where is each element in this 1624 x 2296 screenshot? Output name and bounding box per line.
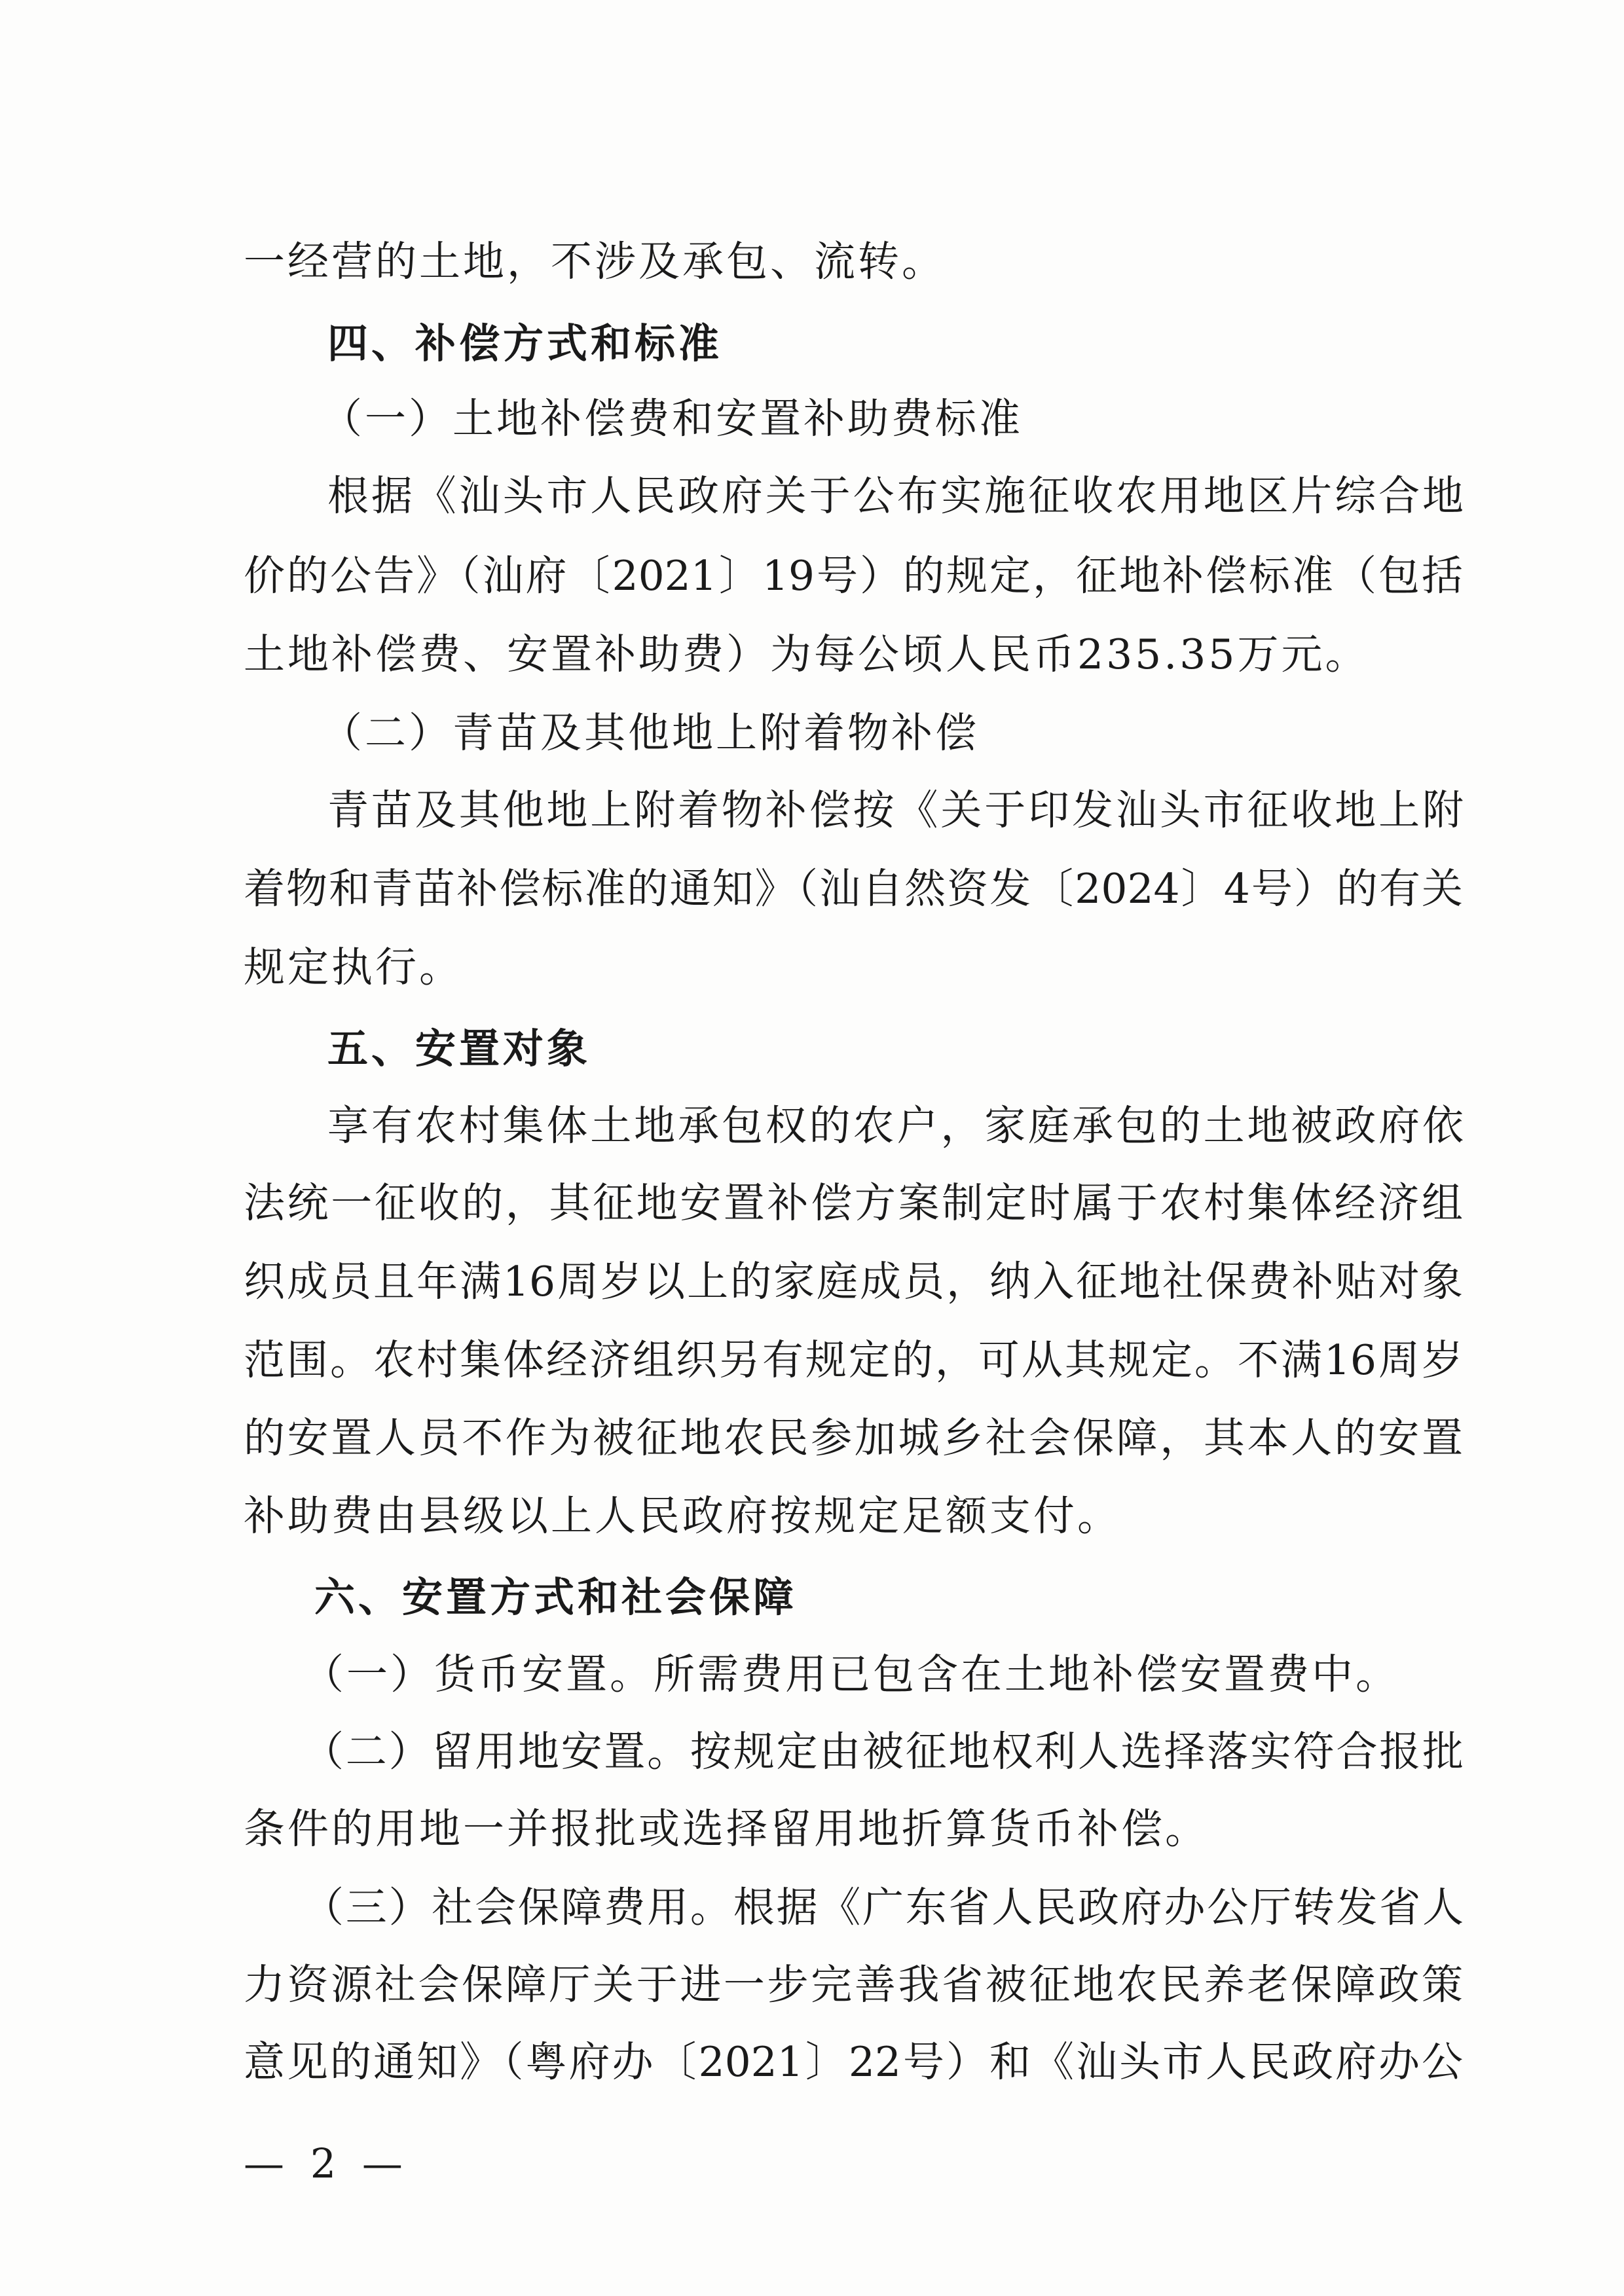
paragraph-line: 范围。农村集体经济组织另有规定的，可从其规定。不满16周岁 xyxy=(244,1336,1463,1384)
paragraph-line: 根据《汕头市人民政府关于公布实施征收农用地区片综合地 xyxy=(327,472,1464,520)
paragraph-line: （三）社会保障费用。根据《广东省人民政府办公厅转发省人 xyxy=(303,1884,1464,1931)
section-heading-resettlement-targets: 五、安置对象 xyxy=(327,1025,591,1072)
paragraph-line: 青苗及其他地上附着物补偿按《关于印发汕头市征收地上附 xyxy=(327,786,1464,834)
subheading-land-compensation: （一）土地补偿费和安置补助费标准 xyxy=(321,395,1023,443)
paragraph-line: 规定执行。 xyxy=(244,943,463,991)
paragraph-line: 土地补偿费、安置补助费）为每公顷人民币235.35万元。 xyxy=(244,630,1369,678)
paragraph-line: 享有农村集体土地承包权的农户，家庭承包的土地被政府依 xyxy=(327,1102,1464,1150)
section-heading-resettlement-methods: 六、安置方式和社会保障 xyxy=(314,1573,798,1621)
page-number: — 2 — xyxy=(244,2140,409,2187)
paragraph-line: 力资源社会保障厅关于进一步完善我省被征地农民养老保障政策 xyxy=(244,1961,1463,2009)
paragraph-line: 织成员且年满16周岁以上的家庭成员，纳入征地社保费补贴对象 xyxy=(244,1258,1463,1305)
paragraph-line: 意见的通知》（粤府办〔2021〕22号）和《汕头市人民政府办公 xyxy=(244,2038,1463,2086)
subheading-crop-compensation: （二）青苗及其他地上附着物补偿 xyxy=(321,709,979,757)
paragraph-line: 着物和青苗补偿标准的通知》（汕自然资发〔2024〕4号）的有关 xyxy=(244,865,1463,913)
paragraph-line: 补助费由县级以上人民政府按规定足额支付。 xyxy=(244,1492,1121,1540)
paragraph-line: 的安置人员不作为被征地农民参加城乡社会保障，其本人的安置 xyxy=(244,1414,1463,1462)
paragraph-line: 一经营的土地，不涉及承包、流转。 xyxy=(244,238,946,285)
paragraph-line: 价的公告》（汕府〔2021〕19号）的规定，征地补偿标准（包括 xyxy=(244,552,1463,600)
paragraph-line: （一）货币安置。所需费用已包含在土地补偿安置费中。 xyxy=(303,1650,1399,1698)
paragraph-line: 法统一征收的，其征地安置补偿方案制定时属于农村集体经济组 xyxy=(244,1179,1463,1227)
paragraph-line: 条件的用地一并报批或选择留用地折算货币补偿。 xyxy=(244,1805,1209,1853)
paragraph-line: （二）留用地安置。按规定由被征地权利人选择落实符合报批 xyxy=(303,1728,1464,1776)
section-heading-compensation: 四、补偿方式和标准 xyxy=(327,319,723,367)
